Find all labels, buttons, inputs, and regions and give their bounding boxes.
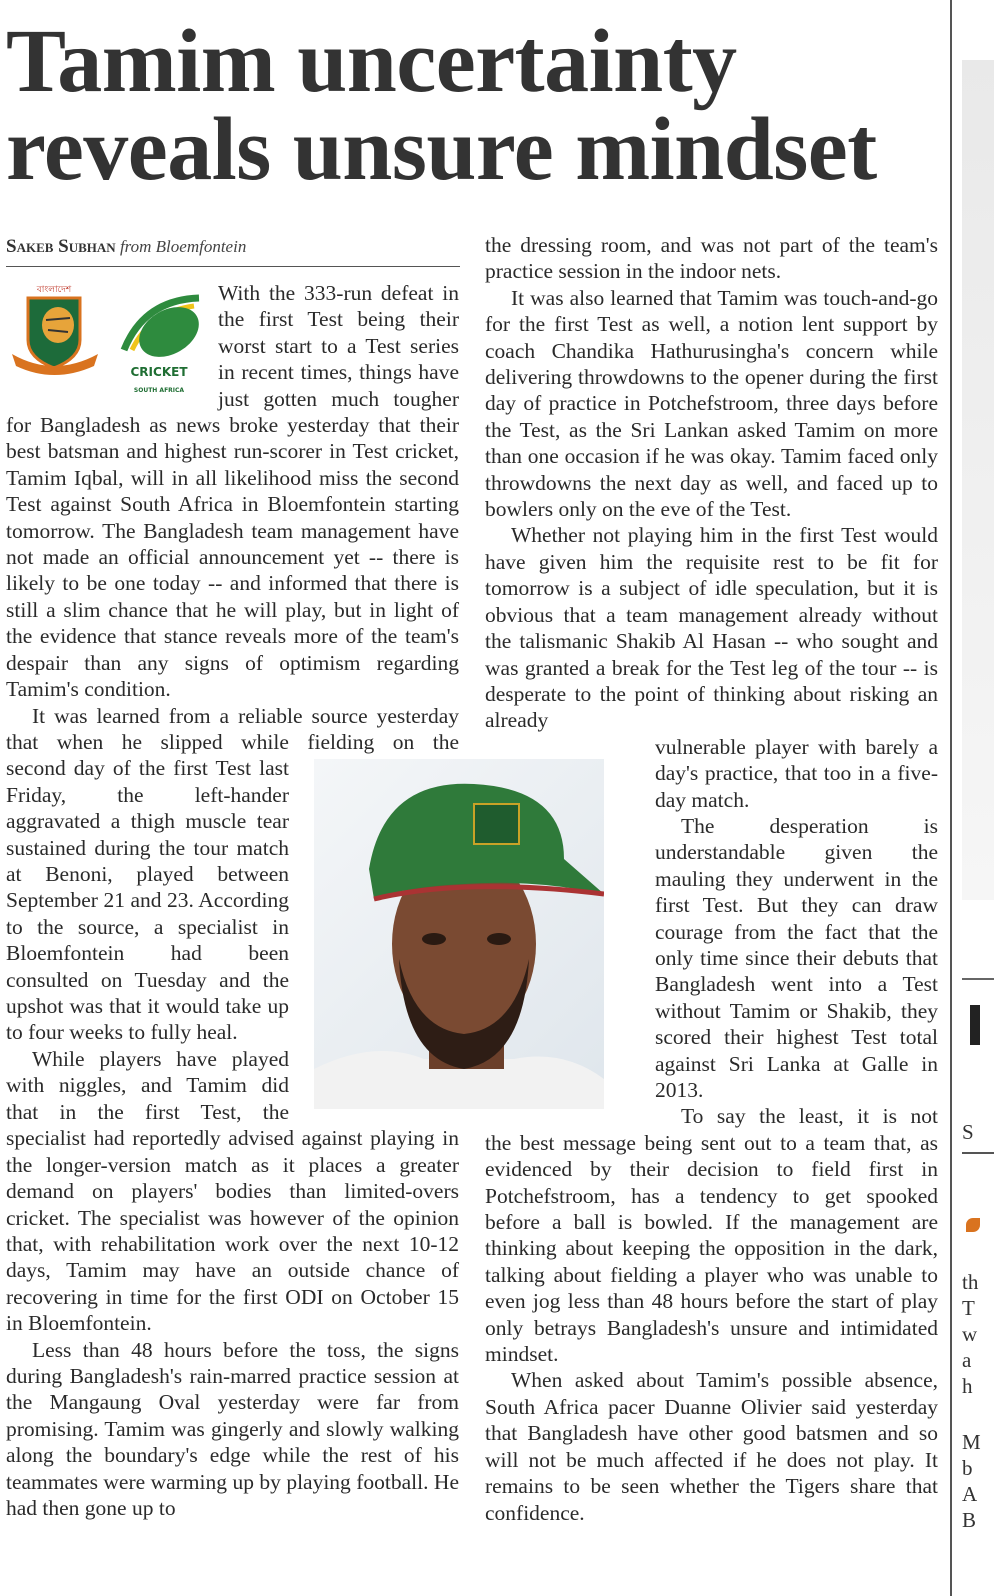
csa-logo-subtext: SOUTH AFRICA — [133, 387, 185, 395]
paragraph: When asked about Tamim's possible absence, South Africa pacer Duanne Olivier said yesterday that Bangladesh have other good batsmen and so will not be much affected if he does not play. It remains to be seen whether the Tigers share that confidence. — [485, 1368, 938, 1525]
adjacent-article-image — [962, 60, 994, 900]
edge-text: a — [962, 1348, 972, 1372]
edge-text: A — [962, 1482, 978, 1506]
adjacent-rule — [962, 978, 994, 980]
text-beside-photo — [655, 734, 938, 1130]
edge-text: w — [962, 1322, 978, 1346]
adjacent-logo-icon — [966, 1218, 980, 1232]
dateline: from Bloemfontein — [119, 237, 247, 256]
edge-text: th — [962, 1270, 979, 1294]
column-divider — [950, 0, 952, 1596]
edge-text: B — [962, 1508, 977, 1532]
tamim-photo — [314, 759, 604, 1109]
paragraph: It was learned from a reliable source yesterday that when he slipped while fielding on the — [6, 703, 459, 754]
byline — [6, 236, 460, 267]
adjacent-heading-fragment — [970, 1005, 980, 1045]
headline — [6, 12, 877, 199]
svg-text:বাংলাদেশ: বাংলাদেশ — [36, 284, 72, 294]
edge-text: S — [962, 1120, 974, 1144]
csa-logo-icon — [114, 290, 209, 360]
paragraph: specialist had reportedly advised against playing in the longer-version match as it places a greater demand on players' bodies than limited-overs cricket. The specialist was however of the opinion that, with rehabilitation work over the next 10-12 days, Tamim may have an outside chance of recovering in time for the first ODI on October 15 in Bloemfontein. — [6, 1126, 459, 1336]
csa-logo-text: CRICKET — [130, 365, 188, 380]
paragraph: It was also learned that Tamim was touch-and-go for the first Test as well, a notion lent support by coach Chandika Hathurusingha's concern while delivering throwdowns to the opener during the first day of practice in Potchefstroom, three days before the Test, as the Sri Lankan asked Tamim on more than one occasion if he was okay. Tamim faced only throwdowns the next day as well, and faced up to bowlers only on the eve of the Test. — [485, 285, 938, 522]
edge-text: M — [962, 1430, 981, 1454]
edge-text: h — [962, 1374, 973, 1398]
paragraph: While players have played with niggles, and Tamim did that in the first Test, the — [6, 1046, 289, 1124]
author-name: Sakeb Subhan — [6, 236, 116, 257]
edge-text: b — [962, 1456, 973, 1480]
edge-text: T — [962, 1296, 975, 1320]
paragraph: second day of the first Test last Friday, the left-hander aggravated a thigh muscle tear sustained during the tour match at Benoni, played between September 21 and 23. According to the source, a specialist in Bloemfontein had been consulted on Tuesday and the upshot was that it would take up to four weeks to fully heal. — [6, 756, 289, 1045]
csa-logo — [114, 290, 214, 395]
text-beside-photo — [6, 755, 289, 1125]
player-portrait-icon — [314, 759, 604, 1109]
paragraph: With the 333-run defeat in the first Test being their worst start to a Test series in recent times, things have just gotten much tougher for Bangladesh as news broke yesterday that their best batsman and highest run-scorer in Test cricket, Tamim Iqbal, will in all likelihood miss the second Test against South Africa in Bloemfontein starting tomorrow. The Bangladesh team management have not made an official announcement yet -- there is likely to be one today -- and informed that there is still a slim chance that he will play, but in light of the evidence that stance reveals more of the team's despair than any signs of optimism regarding Tamim's condition. — [6, 281, 459, 702]
paragraph: Less than 48 hours before the toss, the signs during Bangladesh's rain-marred practice session at the Mangaung Oval yesterday were far from promising. Tamim was gingerly and slowly walking along the boundary's edge while the rest of his teammates were warming up by playing football. He had then gone up to — [6, 1337, 459, 1520]
paragraph: vulnerable player with barely a day's practice, that too in a five-day match. — [655, 734, 938, 812]
adjacent-rule — [962, 1152, 994, 1154]
paragraph: the best message being sent out to a team that, as evidenced by their decision to field first in Potchefstroom, has a tendency to get spooked before a ball is bowled. If the management are thinking about keeping the opposition in the dark, talking about fielding a player who was unable to even jog less than 48 hours before the start of play only betrays Bangladesh's unsure and intimidated mindset. — [485, 1130, 938, 1367]
paragraph: The desperation is understandable given the mauling they underwent in the first Test. But they can draw courage from the fact that the only time since their debuts that Bangladesh went into a Test without Tamim or Shakib, they scored their highest Test total against Sri Lanka at Galle in 2013. — [655, 813, 938, 1102]
paragraph: Whether not playing him in the first Test would have given him the requisite rest to be fit for tomorrow is a subject of idle speculation, but it is obvious that a team management already without the talismanic Shakib Al Hasan -- who sought and was granted a break for the Test leg of the tour -- is desperate to the point of thinking about risking an already — [485, 523, 938, 733]
paragraph: the dressing room, and was not part of the team's practice session in the indoor nets. — [485, 233, 938, 284]
paragraph: To say the least, it is not — [681, 1104, 938, 1129]
headline-line-1: Tamim uncertainty — [6, 12, 737, 111]
headline-line-2: reveals unsure mindset — [6, 100, 877, 199]
